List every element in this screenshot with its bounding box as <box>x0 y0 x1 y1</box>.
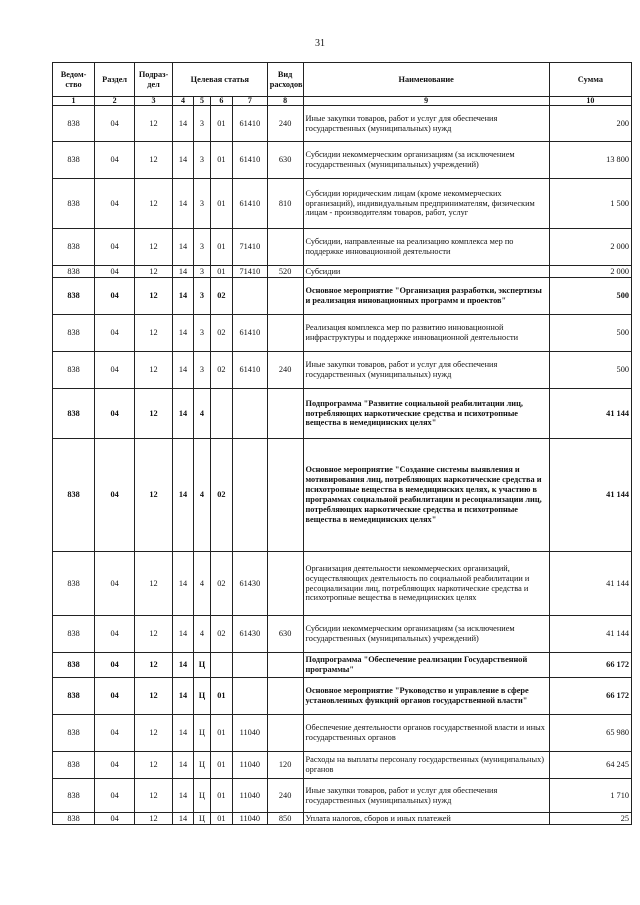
table-row <box>53 752 632 779</box>
target-code-3-cell: 02 <box>210 616 232 653</box>
podrazdel-cell: 12 <box>135 352 173 389</box>
header-naimenovanie: Наименование <box>303 63 549 97</box>
podrazdel-cell: 12 <box>135 552 173 616</box>
podrazdel-cell: 12 <box>135 715 173 752</box>
amount-cell: 66 172 <box>549 678 631 715</box>
amount-cell: 65 980 <box>549 715 631 752</box>
amount-cell: 13 800 <box>549 142 631 179</box>
header-razdel: Раздел <box>95 63 135 97</box>
table-row <box>53 552 632 616</box>
razdel-cell: 04 <box>95 552 135 616</box>
item-name-cell: Субсидии <box>303 266 549 278</box>
target-code-2-cell: Ц <box>194 653 211 678</box>
item-name-cell: Подпрограмма "Развитие социальной реабилитации лиц, потребляющих наркотические средства и психотропные вещества в немедицинских целях" <box>303 389 549 439</box>
razdel-cell: 04 <box>95 813 135 825</box>
razdel-cell: 04 <box>95 439 135 552</box>
target-code-2-cell: 3 <box>194 278 211 315</box>
target-code-1-cell: 14 <box>172 653 193 678</box>
target-code-3-cell: 01 <box>210 106 232 142</box>
budget-rows <box>53 106 632 825</box>
expense-type-cell <box>267 315 303 352</box>
target-code-4-cell: 71410 <box>232 229 267 266</box>
target-code-3-cell: 02 <box>210 315 232 352</box>
razdel-cell: 04 <box>95 266 135 278</box>
target-code-4-cell: 61410 <box>232 315 267 352</box>
razdel-cell: 04 <box>95 179 135 229</box>
expense-type-cell <box>267 278 303 315</box>
item-name-cell: Организация деятельности некоммерческих организаций, осуществляющих деятельность по социальной реабилитации и ресоциализации лиц, потребляющих наркотические средства и психотропные вещества в немедицинских целях <box>303 552 549 616</box>
vedomstvo-cell: 838 <box>53 653 95 678</box>
podrazdel-cell: 12 <box>135 142 173 179</box>
table-row <box>53 266 632 278</box>
target-code-4-cell: 11040 <box>232 715 267 752</box>
item-name-cell: Подпрограмма "Обеспечение реализации Государственной программы" <box>303 653 549 678</box>
item-name-cell: Уплата налогов, сборов и иных платежей <box>303 813 549 825</box>
target-code-1-cell: 14 <box>172 715 193 752</box>
page-number: 31 <box>315 38 325 49</box>
podrazdel-cell: 12 <box>135 389 173 439</box>
target-code-3-cell: 01 <box>210 179 232 229</box>
vedomstvo-cell: 838 <box>53 229 95 266</box>
podrazdel-cell: 12 <box>135 616 173 653</box>
podrazdel-cell: 12 <box>135 678 173 715</box>
header-vedomstvo: Ведом- ство <box>53 63 95 97</box>
amount-cell: 64 245 <box>549 752 631 779</box>
target-code-2-cell: 4 <box>194 552 211 616</box>
table-row <box>53 715 632 752</box>
target-code-4-cell <box>232 278 267 315</box>
podrazdel-cell: 12 <box>135 106 173 142</box>
podrazdel-cell: 12 <box>135 439 173 552</box>
item-name-cell: Реализация комплекса мер по развитию инновационной инфраструктуры и поддержке инновационной деятельности <box>303 315 549 352</box>
target-code-4-cell <box>232 653 267 678</box>
target-code-3-cell: 01 <box>210 715 232 752</box>
vedomstvo-cell: 838 <box>53 616 95 653</box>
expense-type-cell: 520 <box>267 266 303 278</box>
razdel-cell: 04 <box>95 678 135 715</box>
target-code-4-cell: 61410 <box>232 352 267 389</box>
expense-type-cell: 120 <box>267 752 303 779</box>
expense-type-cell: 630 <box>267 142 303 179</box>
razdel-cell: 04 <box>95 229 135 266</box>
column-number: 1 <box>53 97 95 106</box>
column-number: 4 <box>172 97 193 106</box>
vedomstvo-cell: 838 <box>53 179 95 229</box>
table-row <box>53 616 632 653</box>
expense-type-cell <box>267 439 303 552</box>
header-podrazdel: Подраз- дел <box>135 63 173 97</box>
expense-type-cell: 240 <box>267 352 303 389</box>
table-row <box>53 653 632 678</box>
header-summa: Сумма <box>549 63 631 97</box>
table-row <box>53 779 632 813</box>
target-code-3-cell <box>210 389 232 439</box>
vedomstvo-cell: 838 <box>53 352 95 389</box>
expense-type-cell: 630 <box>267 616 303 653</box>
expense-type-cell <box>267 678 303 715</box>
target-code-4-cell <box>232 389 267 439</box>
target-code-4-cell: 61410 <box>232 142 267 179</box>
target-code-1-cell: 14 <box>172 142 193 179</box>
target-code-4-cell: 61410 <box>232 179 267 229</box>
vedomstvo-cell: 838 <box>53 752 95 779</box>
vedomstvo-cell: 838 <box>53 315 95 352</box>
target-code-4-cell <box>232 439 267 552</box>
amount-cell: 41 144 <box>549 552 631 616</box>
column-number: 5 <box>194 97 211 106</box>
budget-table <box>52 62 632 825</box>
vedomstvo-cell: 838 <box>53 779 95 813</box>
item-name-cell: Иные закупки товаров, работ и услуг для обеспечения государственных (муниципальных) нужд <box>303 352 549 389</box>
razdel-cell: 04 <box>95 715 135 752</box>
column-number: 6 <box>210 97 232 106</box>
column-number: 8 <box>267 97 303 106</box>
target-code-2-cell: 4 <box>194 389 211 439</box>
target-code-3-cell: 02 <box>210 352 232 389</box>
target-code-3-cell <box>210 653 232 678</box>
target-code-1-cell: 14 <box>172 179 193 229</box>
expense-type-cell: 810 <box>267 179 303 229</box>
amount-cell: 500 <box>549 352 631 389</box>
target-code-1-cell: 14 <box>172 678 193 715</box>
target-code-2-cell: Ц <box>194 678 211 715</box>
item-name-cell: Иные закупки товаров, работ и услуг для обеспечения государственных (муниципальных) нужд <box>303 106 549 142</box>
expense-type-cell <box>267 389 303 439</box>
podrazdel-cell: 12 <box>135 315 173 352</box>
target-code-2-cell: 3 <box>194 352 211 389</box>
amount-cell: 1 500 <box>549 179 631 229</box>
vedomstvo-cell: 838 <box>53 266 95 278</box>
razdel-cell: 04 <box>95 278 135 315</box>
target-code-2-cell: 4 <box>194 439 211 552</box>
vedomstvo-cell: 838 <box>53 142 95 179</box>
target-code-3-cell: 01 <box>210 678 232 715</box>
target-code-4-cell <box>232 678 267 715</box>
target-code-1-cell: 14 <box>172 278 193 315</box>
target-code-2-cell: 3 <box>194 179 211 229</box>
target-code-1-cell: 14 <box>172 389 193 439</box>
target-code-3-cell: 01 <box>210 779 232 813</box>
podrazdel-cell: 12 <box>135 779 173 813</box>
target-code-4-cell: 11040 <box>232 779 267 813</box>
target-code-1-cell: 14 <box>172 266 193 278</box>
razdel-cell: 04 <box>95 142 135 179</box>
target-code-2-cell: 3 <box>194 229 211 266</box>
razdel-cell: 04 <box>95 653 135 678</box>
target-code-2-cell: Ц <box>194 779 211 813</box>
item-name-cell: Обеспечение деятельности органов государственной власти и иных государственных органов <box>303 715 549 752</box>
table-row <box>53 315 632 352</box>
expense-type-cell: 850 <box>267 813 303 825</box>
vedomstvo-cell: 838 <box>53 552 95 616</box>
amount-cell: 500 <box>549 315 631 352</box>
table-row <box>53 106 632 142</box>
table-row <box>53 389 632 439</box>
target-code-1-cell: 14 <box>172 229 193 266</box>
target-code-3-cell: 01 <box>210 813 232 825</box>
table-row <box>53 229 632 266</box>
target-code-1-cell: 14 <box>172 813 193 825</box>
target-code-2-cell: 3 <box>194 315 211 352</box>
target-code-1-cell: 14 <box>172 315 193 352</box>
amount-cell: 41 144 <box>549 616 631 653</box>
amount-cell: 25 <box>549 813 631 825</box>
razdel-cell: 04 <box>95 616 135 653</box>
amount-cell: 2 000 <box>549 266 631 278</box>
razdel-cell: 04 <box>95 752 135 779</box>
target-code-1-cell: 14 <box>172 106 193 142</box>
target-code-1-cell: 14 <box>172 752 193 779</box>
item-name-cell: Субсидии юридическим лицам (кроме некоммерческих организаций), индивидуальным предпринимателям, физическим лицам - производителям товаров, работ, услуг <box>303 179 549 229</box>
expense-type-cell: 240 <box>267 106 303 142</box>
podrazdel-cell: 12 <box>135 229 173 266</box>
amount-cell: 500 <box>549 278 631 315</box>
amount-cell: 66 172 <box>549 653 631 678</box>
target-code-3-cell: 01 <box>210 752 232 779</box>
target-code-3-cell: 02 <box>210 439 232 552</box>
podrazdel-cell: 12 <box>135 752 173 779</box>
item-name-cell: Основное мероприятие "Создание системы выявления и мотивирования лиц, потребляющих наркотические средства и психотропные вещества в немедицинских целях, к участию в программах социальной реабилитации и ресоциализации лиц, потребляющих наркотические средства и психотропные вещества в немедицинских целях" <box>303 439 549 552</box>
target-code-2-cell: Ц <box>194 813 211 825</box>
column-number: 10 <box>549 97 631 106</box>
target-code-1-cell: 14 <box>172 352 193 389</box>
target-code-1-cell: 14 <box>172 779 193 813</box>
item-name-cell: Субсидии некоммерческим организациям (за исключением государственных (муниципальных) учреждений) <box>303 142 549 179</box>
target-code-2-cell: Ц <box>194 715 211 752</box>
expense-type-cell: 240 <box>267 779 303 813</box>
target-code-2-cell: Ц <box>194 752 211 779</box>
vedomstvo-cell: 838 <box>53 439 95 552</box>
target-code-4-cell: 61430 <box>232 616 267 653</box>
target-code-1-cell: 14 <box>172 439 193 552</box>
amount-cell: 41 144 <box>549 439 631 552</box>
amount-cell: 41 144 <box>549 389 631 439</box>
podrazdel-cell: 12 <box>135 278 173 315</box>
razdel-cell: 04 <box>95 315 135 352</box>
target-code-3-cell: 01 <box>210 266 232 278</box>
expense-type-cell <box>267 653 303 678</box>
target-code-2-cell: 3 <box>194 142 211 179</box>
target-code-4-cell: 61410 <box>232 106 267 142</box>
target-code-1-cell: 14 <box>172 616 193 653</box>
vedomstvo-cell: 838 <box>53 715 95 752</box>
target-code-2-cell: 3 <box>194 106 211 142</box>
razdel-cell: 04 <box>95 779 135 813</box>
razdel-cell: 04 <box>95 106 135 142</box>
column-number: 9 <box>303 97 549 106</box>
amount-cell: 1 710 <box>549 779 631 813</box>
expense-type-cell <box>267 552 303 616</box>
vedomstvo-cell: 838 <box>53 278 95 315</box>
podrazdel-cell: 12 <box>135 266 173 278</box>
item-name-cell: Субсидии некоммерческим организациям (за исключением государственных (муниципальных) учреждений) <box>303 616 549 653</box>
vedomstvo-cell: 838 <box>53 678 95 715</box>
expense-type-cell <box>267 229 303 266</box>
vedomstvo-cell: 838 <box>53 106 95 142</box>
vedomstvo-cell: 838 <box>53 813 95 825</box>
table-row <box>53 179 632 229</box>
target-code-4-cell: 71410 <box>232 266 267 278</box>
table-row <box>53 278 632 315</box>
amount-cell: 2 000 <box>549 229 631 266</box>
target-code-3-cell: 02 <box>210 552 232 616</box>
razdel-cell: 04 <box>95 352 135 389</box>
item-name-cell: Основное мероприятие "Организация разработки, экспертизы и реализация инновационных программ и проектов" <box>303 278 549 315</box>
target-code-3-cell: 02 <box>210 278 232 315</box>
item-name-cell: Субсидии, направленные на реализацию комплекса мер по поддержке инновационной деятельности <box>303 229 549 266</box>
header-celevaya-statya: Целевая статья <box>172 63 267 97</box>
column-number: 2 <box>95 97 135 106</box>
target-code-2-cell: 4 <box>194 616 211 653</box>
table-row <box>53 678 632 715</box>
table-row <box>53 813 632 825</box>
table-row <box>53 439 632 552</box>
expense-type-cell <box>267 715 303 752</box>
table-row <box>53 142 632 179</box>
column-number: 3 <box>135 97 173 106</box>
item-name-cell: Иные закупки товаров, работ и услуг для обеспечения государственных (муниципальных) нужд <box>303 779 549 813</box>
podrazdel-cell: 12 <box>135 179 173 229</box>
target-code-4-cell: 61430 <box>232 552 267 616</box>
podrazdel-cell: 12 <box>135 813 173 825</box>
target-code-4-cell: 11040 <box>232 752 267 779</box>
table-row <box>53 352 632 389</box>
column-number: 7 <box>232 97 267 106</box>
vedomstvo-cell: 838 <box>53 389 95 439</box>
item-name-cell: Расходы на выплаты персоналу государственных (муниципальных) органов <box>303 752 549 779</box>
target-code-4-cell: 11040 <box>232 813 267 825</box>
item-name-cell: Основное мероприятие "Руководство и управление в сфере установленных функций органов государственной власти" <box>303 678 549 715</box>
target-code-3-cell: 01 <box>210 142 232 179</box>
target-code-1-cell: 14 <box>172 552 193 616</box>
razdel-cell: 04 <box>95 389 135 439</box>
header-vid-rashodov: Вид расходов <box>267 63 303 97</box>
target-code-2-cell: 3 <box>194 266 211 278</box>
podrazdel-cell: 12 <box>135 653 173 678</box>
amount-cell: 200 <box>549 106 631 142</box>
target-code-3-cell: 01 <box>210 229 232 266</box>
